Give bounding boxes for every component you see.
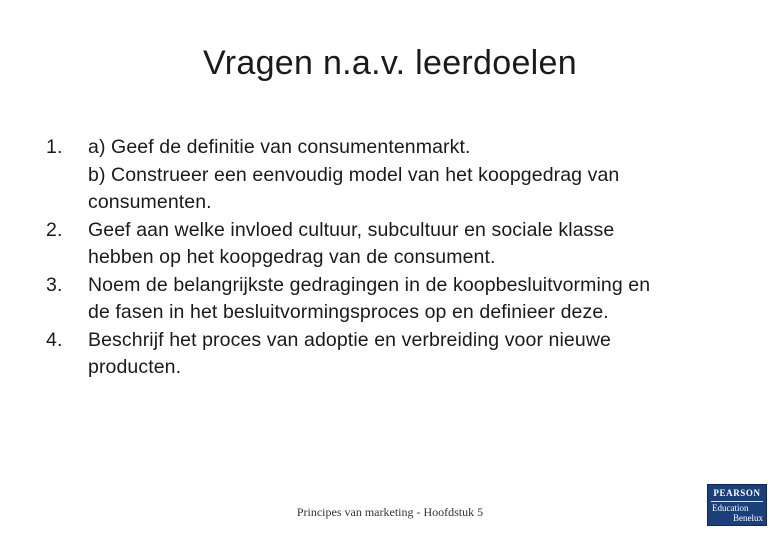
logo-brand: PEARSON bbox=[713, 488, 761, 498]
logo-line-2: Benelux bbox=[733, 513, 763, 523]
question-line: b) Construeer een eenvoudig model van het koopgedrag van bbox=[88, 163, 620, 186]
question-number: 1. bbox=[46, 136, 63, 158]
question-list bbox=[46, 134, 736, 382]
question-line: Beschrijf het proces van adoptie en verbreiding voor nieuwe bbox=[88, 328, 611, 351]
question-item-2 bbox=[46, 217, 736, 272]
question-line: de fasen in het besluitvormingsproces op en definieer deze. bbox=[88, 301, 609, 323]
question-line: consumenten. bbox=[88, 191, 212, 213]
question-line: a) Geef de definitie van consumentenmarkt. bbox=[88, 136, 471, 158]
question-number: 4. bbox=[46, 328, 63, 351]
question-number: 2. bbox=[46, 218, 63, 241]
question-line: producten. bbox=[88, 356, 182, 378]
slide-title: Vragen n.a.v. leerdoelen bbox=[203, 44, 577, 82]
logo-divider bbox=[711, 501, 763, 502]
pearson-logo bbox=[707, 484, 767, 526]
question-line: Noem de belangrijkste gedragingen in de koopbesluitvorming en bbox=[88, 273, 651, 296]
slide-footer: Principes van marketing - Hoofdstuk 5 bbox=[296, 505, 484, 519]
question-item-4 bbox=[46, 327, 736, 382]
question-line: Geef aan welke invloed cultuur, subcultuur en sociale klasse bbox=[88, 218, 615, 241]
question-item-1 bbox=[46, 134, 736, 217]
question-line: hebben op het koopgedrag van de consument. bbox=[88, 246, 496, 268]
question-item-3 bbox=[46, 272, 736, 327]
logo-line-1: Education bbox=[712, 503, 749, 513]
question-number: 3. bbox=[46, 273, 63, 296]
